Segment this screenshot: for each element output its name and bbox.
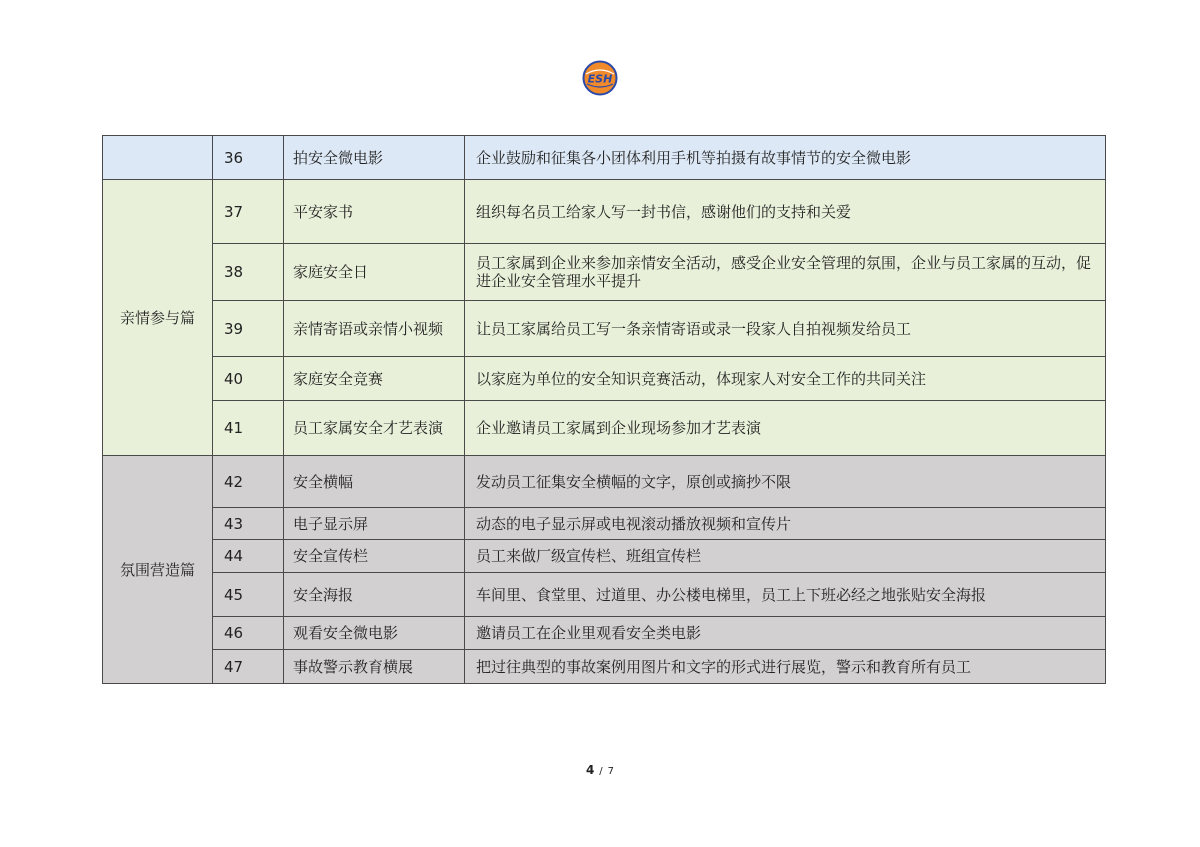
- item-number: 43: [213, 508, 284, 540]
- item-number: 41: [213, 401, 284, 456]
- category-cell: [103, 136, 213, 180]
- item-description: 邀请员工在企业里观看安全类电影: [465, 617, 1106, 650]
- item-name: 安全横幅: [284, 456, 465, 508]
- table-row: [103, 650, 1106, 684]
- item-description: 车间里、食堂里、过道里、办公楼电梯里，员工上下班必经之地张贴安全海报: [465, 573, 1106, 617]
- item-name: 拍安全微电影: [284, 136, 465, 180]
- item-name: 家庭安全竞赛: [284, 357, 465, 401]
- table-row: [103, 357, 1106, 401]
- item-number: 45: [213, 573, 284, 617]
- item-description: 组织每名员工给家人写一封书信，感谢他们的支持和关爱: [465, 180, 1106, 244]
- item-number: 47: [213, 650, 284, 684]
- item-name: 电子显示屏: [284, 508, 465, 540]
- item-number: 46: [213, 617, 284, 650]
- table-row: [103, 136, 1106, 180]
- table-row: [103, 540, 1106, 573]
- page-separator: /: [599, 766, 603, 777]
- item-description: 员工来做厂级宣传栏、班组宣传栏: [465, 540, 1106, 573]
- logo-text: ESH: [587, 72, 613, 86]
- item-number: 37: [213, 180, 284, 244]
- item-description: 发动员工征集安全横幅的文字，原创或摘抄不限: [465, 456, 1106, 508]
- item-name: 员工家属安全才艺表演: [284, 401, 465, 456]
- item-name: 平安家书: [284, 180, 465, 244]
- item-number: 39: [213, 301, 284, 357]
- table-row: [103, 508, 1106, 540]
- table-row: [103, 573, 1106, 617]
- item-description: 员工家属到企业来参加亲情安全活动，感受企业安全管理的氛围，企业与员工家属的互动，促进企业安全管理水平提升: [465, 244, 1106, 301]
- item-name: 安全海报: [284, 573, 465, 617]
- item-number: 36: [213, 136, 284, 180]
- item-number: 38: [213, 244, 284, 301]
- page-number: [0, 763, 1200, 777]
- item-description: 让员工家属给员工写一条亲情寄语或录一段家人自拍视频发给员工: [465, 301, 1106, 357]
- item-description: 动态的电子显示屏或电视滚动播放视频和宣传片: [465, 508, 1106, 540]
- item-name: 家庭安全日: [284, 244, 465, 301]
- esh-logo: [582, 60, 618, 96]
- category-cell: 氛围营造篇: [103, 456, 213, 684]
- category-cell: 亲情参与篇: [103, 180, 213, 456]
- item-number: 44: [213, 540, 284, 573]
- table-row: [103, 180, 1106, 244]
- activity-table: [102, 135, 1106, 684]
- table-row: [103, 244, 1106, 301]
- current-page: 4: [585, 763, 595, 777]
- table-row: [103, 301, 1106, 357]
- item-description: 企业邀请员工家属到企业现场参加才艺表演: [465, 401, 1106, 456]
- table-row: [103, 617, 1106, 650]
- item-number: 40: [213, 357, 284, 401]
- item-name: 安全宣传栏: [284, 540, 465, 573]
- item-name: 亲情寄语或亲情小视频: [284, 301, 465, 357]
- item-description: 以家庭为单位的安全知识竞赛活动，体现家人对安全工作的共同关注: [465, 357, 1106, 401]
- total-pages: 7: [607, 766, 615, 777]
- item-number: 42: [213, 456, 284, 508]
- table-row: [103, 456, 1106, 508]
- item-name: 观看安全微电影: [284, 617, 465, 650]
- item-description: 把过往典型的事故案例用图片和文字的形式进行展览，警示和教育所有员工: [465, 650, 1106, 684]
- table-row: [103, 401, 1106, 456]
- item-name: 事故警示教育横展: [284, 650, 465, 684]
- item-description: 企业鼓励和征集各小团体利用手机等拍摄有故事情节的安全微电影: [465, 136, 1106, 180]
